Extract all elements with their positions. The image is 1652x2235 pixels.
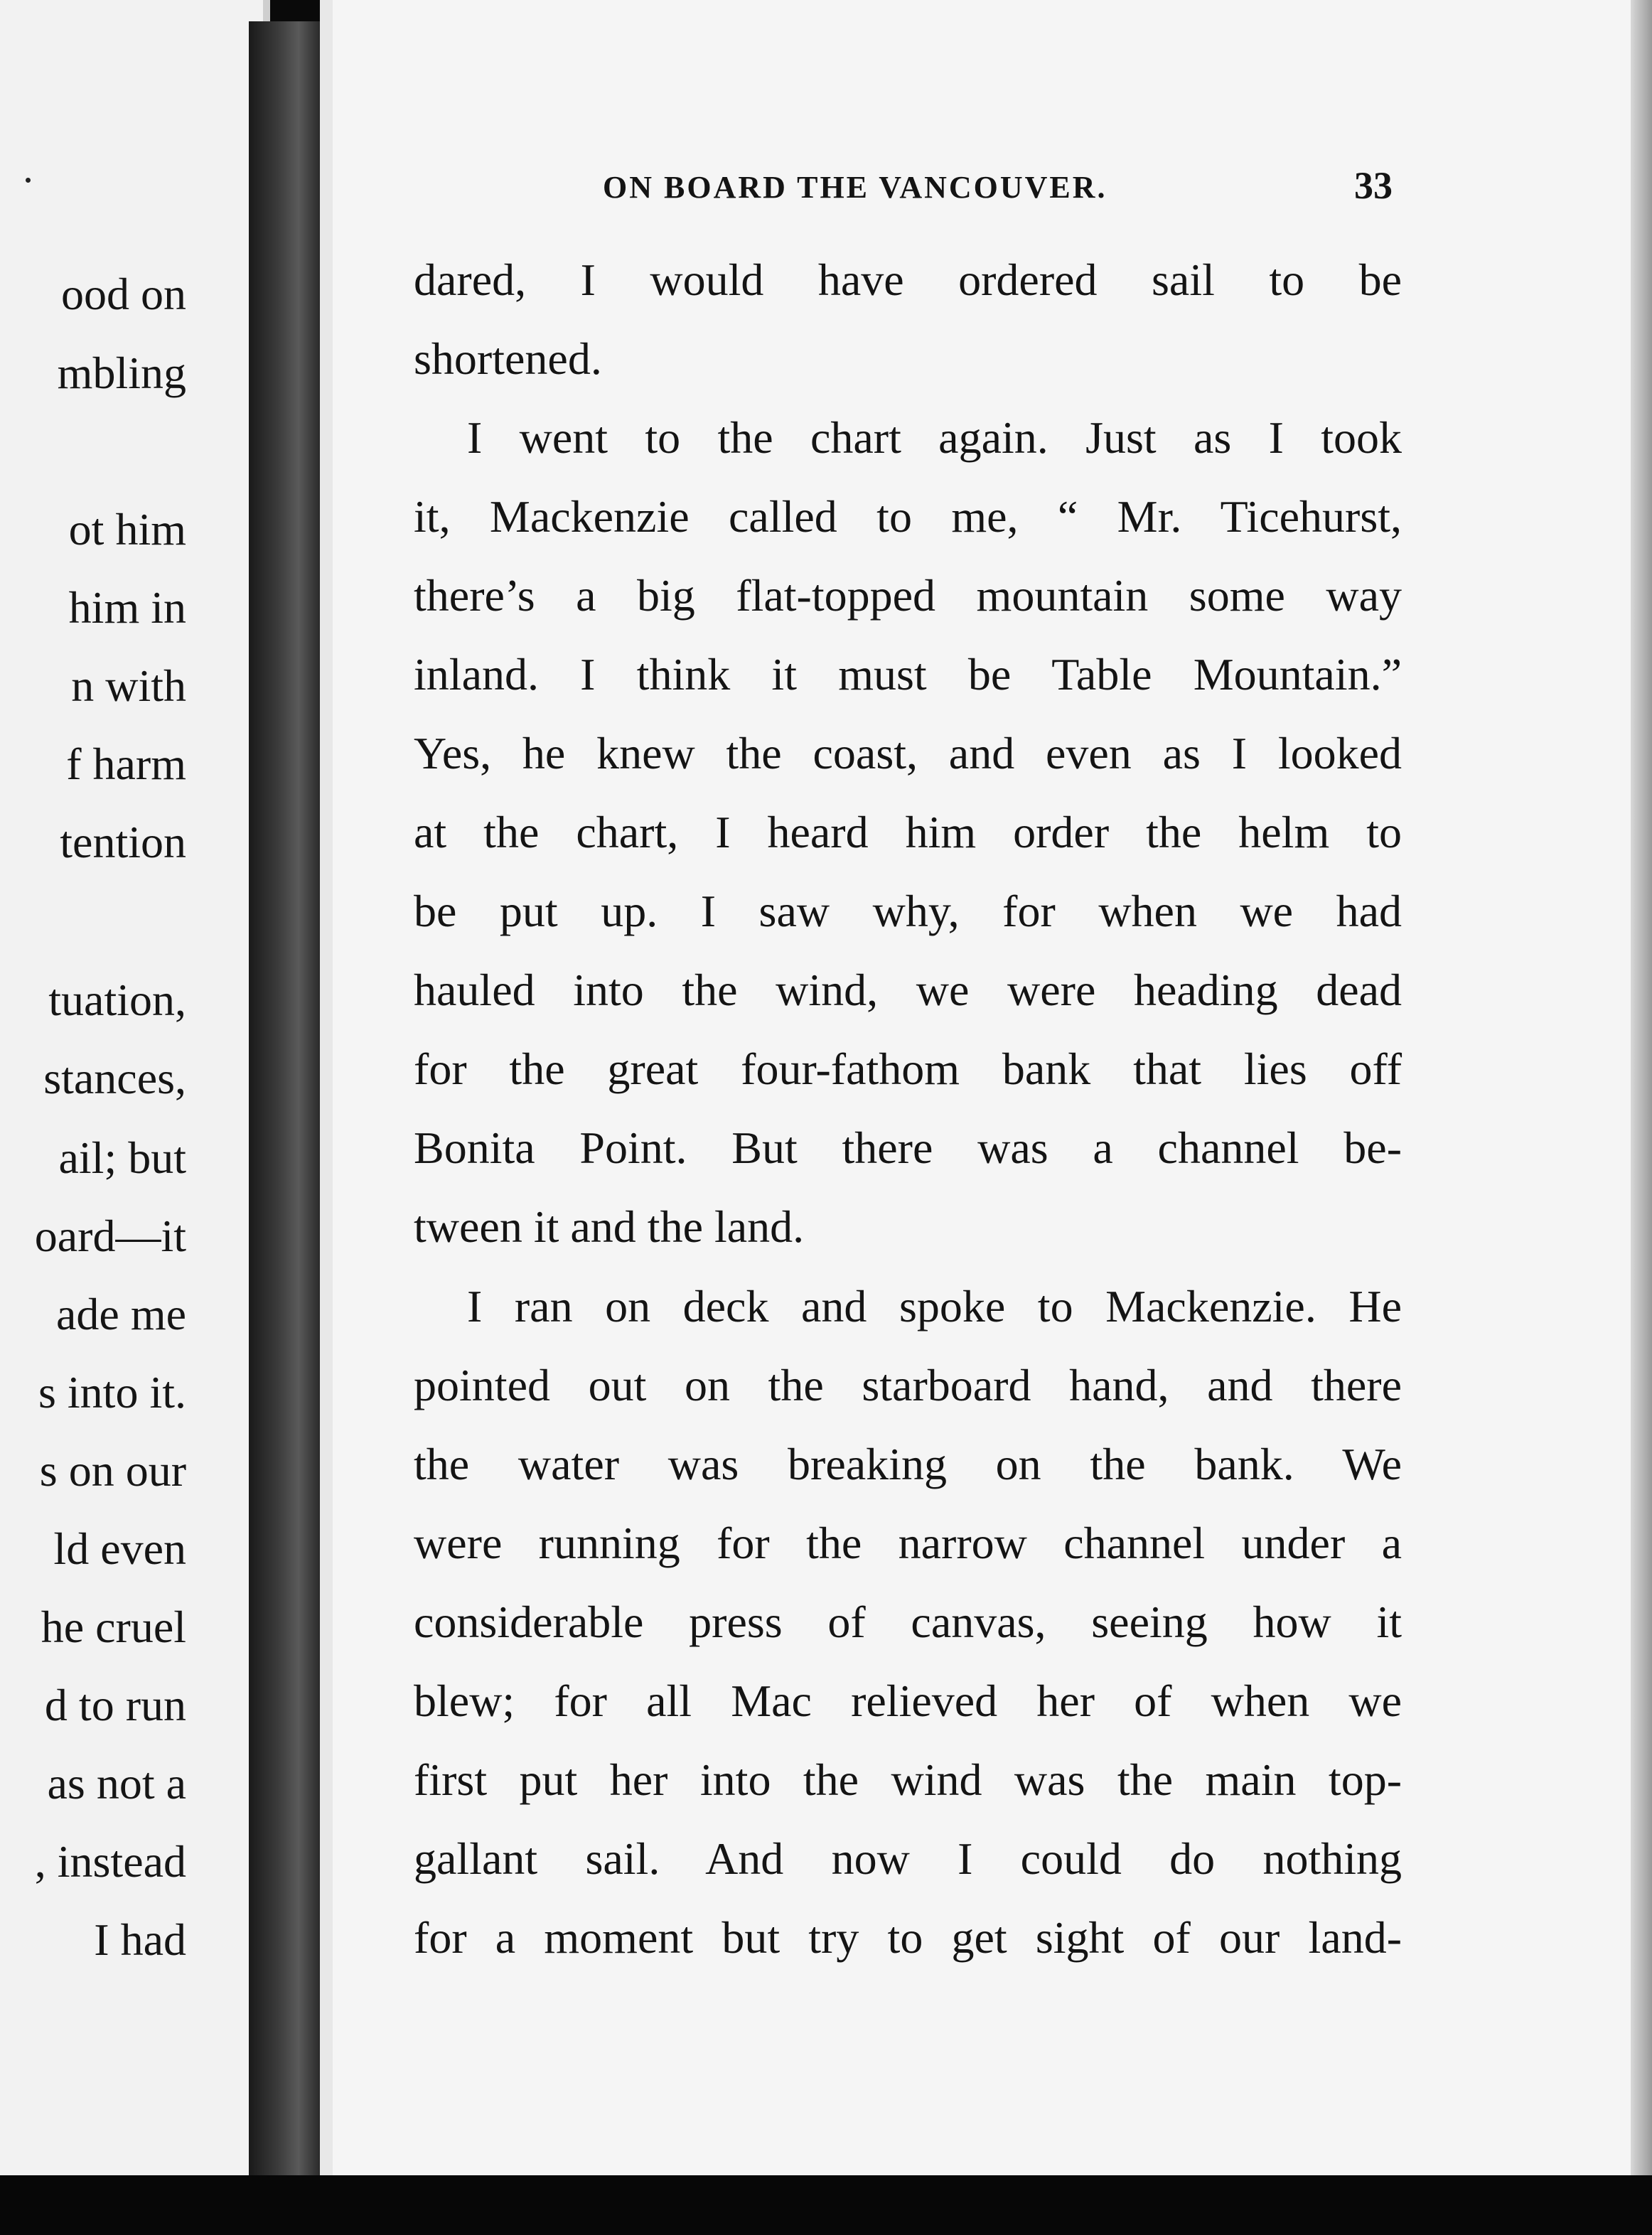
text-line: dared, I would have ordered sail to be — [414, 254, 1402, 305]
left-page-line: ail; but — [58, 1132, 186, 1183]
left-page-line: stances, — [43, 1053, 186, 1103]
text-line: hauled into the wind, we were heading dead — [414, 965, 1402, 1015]
left-page-line: ood on — [61, 269, 186, 319]
text-line: tween it and the land. — [414, 1201, 805, 1252]
left-page-line: ot him — [68, 504, 186, 554]
text-line: Yes, he knew the coast, and even as I looked — [414, 728, 1402, 778]
page-edge-shadow — [1631, 0, 1652, 2175]
scan-border — [0, 2175, 1652, 2235]
left-page-line: d to run — [44, 1680, 186, 1730]
left-page-line: s on our — [39, 1445, 186, 1496]
text-line: gallant sail. And now I could do nothing — [414, 1833, 1402, 1884]
text-line: for a moment but try to get sight of our land- — [414, 1912, 1402, 1963]
page-number: 33 — [1354, 164, 1393, 207]
text-line: blew; for all Mac relieved her of when we — [414, 1676, 1402, 1726]
body-text — [414, 0, 1402, 1990]
left-page-line: f harm — [66, 739, 186, 789]
left-page-line: tuation, — [48, 975, 186, 1025]
text-line: were running for the narrow channel under a — [414, 1518, 1402, 1568]
text-line: pointed out on the starboard hand, and there — [414, 1360, 1402, 1410]
text-line: the water was breaking on the bank. We — [414, 1439, 1402, 1489]
text-line: it, Mackenzie called to me, “ Mr. Ticehurst, — [414, 491, 1402, 542]
left-page-line: ld even — [53, 1523, 186, 1574]
previous-page-fragment — [0, 0, 263, 2175]
left-page-line: tention — [60, 817, 186, 867]
text-line: for the great four-fathom bank that lies off — [414, 1044, 1402, 1094]
text-line: at the chart, I heard him order the helm to — [414, 807, 1402, 857]
book-gutter-shadow — [249, 21, 320, 2175]
left-page-line: he cruel — [41, 1602, 186, 1652]
left-page-line: as not a — [47, 1758, 186, 1808]
text-line: considerable press of canvas, seeing how it — [414, 1597, 1402, 1647]
page-edge — [320, 0, 333, 2175]
text-line: there’s a big flat-topped mountain some way — [414, 570, 1402, 621]
text-line: be put up. I saw why, for when we had — [414, 886, 1402, 936]
running-header: ON BOARD THE VANCOUVER. — [603, 170, 1107, 205]
left-page-line: s into it. — [38, 1367, 186, 1417]
left-page-line: I had — [94, 1914, 186, 1965]
text-line: I went to the chart again. Just as I took — [467, 412, 1402, 463]
text-line: I ran on deck and spoke to Mackenzie. He — [467, 1281, 1402, 1331]
left-page-line: oard—it — [34, 1211, 186, 1261]
left-page-line: n with — [71, 660, 186, 711]
left-page-line: mbling — [57, 348, 186, 398]
text-line: Bonita Point. But there was a channel be- — [414, 1122, 1402, 1173]
left-page-line: him in — [68, 582, 186, 633]
text-line: first put her into the wind was the main top- — [414, 1754, 1402, 1805]
left-page-line: , instead — [34, 1836, 186, 1887]
left-page-line: ade me — [56, 1289, 186, 1339]
text-line: shortened. — [414, 333, 602, 384]
ink-speck — [26, 178, 31, 183]
text-line: inland. I think it must be Table Mountain.” — [414, 649, 1402, 700]
